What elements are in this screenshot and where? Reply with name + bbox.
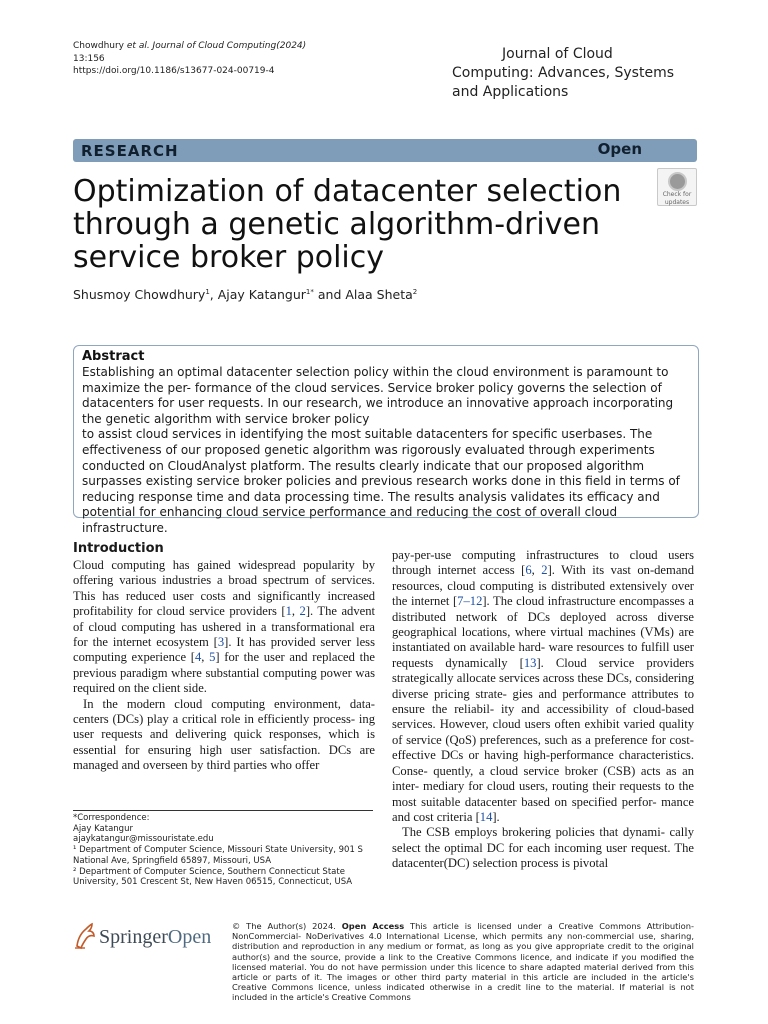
- author-name[interactable]: Ajay Katangur: [217, 287, 306, 302]
- reference-link[interactable]: 14: [479, 809, 493, 824]
- body-text: ]. The advent of cloud computing has ushered in a transformational era for the internet ecosystem [: [73, 604, 376, 650]
- body-text: ]. With its vast on-demand resources, cloud computing is distributed extensively over the internet [: [392, 563, 694, 609]
- springer-open-logo[interactable]: [73, 922, 223, 952]
- author-name[interactable]: Alaa Sheta: [345, 287, 413, 302]
- open-word: Open: [167, 926, 212, 948]
- body-text: ]. It has provided server less computing experience [: [73, 635, 375, 665]
- abstract-heading: Abstract: [82, 349, 145, 364]
- check-updates-line2: updates: [664, 198, 690, 206]
- reference-link[interactable]: 6: [525, 563, 532, 578]
- author-affiliation: 1*: [305, 287, 314, 296]
- intro-paragraph-4: The CSB employs brokering policies that dynami- cally select the optimal DC for each incoming user request. The datacenter(DC) selection process is pivotal: [392, 825, 694, 871]
- citation-year: (2024): [276, 41, 307, 51]
- affiliation-2: ² Department of Computer Science, Southern Connecticut State University, 501 Crescent St, New Haven 06515, Connecticut, USA: [73, 866, 353, 888]
- reference-link[interactable]: 2: [299, 604, 306, 619]
- check-for-updates-badge[interactable]: [657, 168, 697, 206]
- article-type-banner: [73, 139, 697, 162]
- intro-paragraph-3: [392, 548, 694, 825]
- author-affiliation: 1: [205, 287, 210, 296]
- citation-block: [73, 40, 306, 78]
- body-text: Cloud computing has gained widespread popularity by offering various industries a broad spectrum of services. This has reduced user costs and significantly increased profitability for cloud service providers [: [73, 558, 375, 619]
- journal-name-line1: Journal of Cloud: [502, 46, 613, 62]
- citation-journal: et al. Journal of Cloud Computing: [126, 41, 277, 51]
- author-list: [73, 287, 417, 302]
- article-title: Optimization of datacenter selection through a genetic algorithm-driven service broker policy: [73, 174, 622, 275]
- doi-link[interactable]: https://doi.org/10.1186/s13677-024-00719-4: [73, 66, 275, 76]
- section-heading-introduction: Introduction: [73, 541, 164, 556]
- reference-link[interactable]: 4: [194, 650, 202, 665]
- article-type-label: RESEARCH: [81, 142, 179, 160]
- citation-authors: Chowdhury: [73, 41, 125, 51]
- correspondence-email[interactable]: ajaykatangur@missouristate.edu: [73, 834, 214, 845]
- open-access-label: Open: [597, 140, 642, 158]
- reference-link[interactable]: 5: [209, 650, 216, 665]
- intro-paragraph-2: In the modern cloud computing environment, data- centers (DCs) play a critical role in efficiently process- ing user requests and delivering quick responses, which is essential for ensuring high user satisfaction. DCs are managed and overseen by third parties who offer: [73, 696, 375, 773]
- body-text: pay-per-use computing infrastructures to cloud users through internet access [: [392, 548, 694, 578]
- body-text: ].: [492, 809, 500, 824]
- affiliation-1: ¹ Department of Computer Science, Missouri State University, 901 S National Ave, Springfield 65897, Missouri, USA: [73, 845, 363, 866]
- correspondence-label: *Correspondence:: [73, 813, 150, 823]
- reference-link[interactable]: 1: [285, 604, 292, 619]
- reference-link[interactable]: 2: [541, 563, 548, 578]
- body-text: ,: [291, 604, 300, 619]
- abstract-paragraph-2: to assist cloud services in identifying the most suitable datacenters for specific userbases. The effectiveness of our proposed genetic algorithm was rigorously evaluated through experiments conducted on CloudAnalyst platform. The results clearly indicate that our proposed algorithm surpasses existing service broker policies and previous research works done in this field in terms of reducing response time and data processing time. The results analysis validates its efficacy and potential for enhancing cloud service performance and reducing the cost of overall cloud infrastructure.: [82, 427, 680, 535]
- body-text: ]. The cloud infrastructure encompasses a distributed network of DCs deployed across diverse geographical locations, where virtual machines (VMs) are instantiated on available hard- ware resources to fulfill user requests dynamically [: [392, 594, 694, 670]
- springer-horse-icon: [73, 922, 97, 950]
- body-text: ,: [201, 650, 210, 665]
- journal-name-line3: and Applications: [452, 84, 569, 100]
- intro-paragraph-1: [73, 558, 375, 697]
- author-separator: ,: [209, 287, 218, 302]
- license-copyright: © The Author(s) 2024.: [232, 921, 342, 931]
- citation-line: [73, 40, 306, 53]
- body-column-right: [392, 548, 694, 872]
- author-affiliation: 2: [412, 287, 418, 296]
- reference-link[interactable]: 3: [217, 635, 225, 650]
- license-text: This article is licensed under a Creative Commons Attribution-NonCommercial- NoDerivatives 4.0 International License, which permits any non-commercial use, sharing, distribution and reproduction in any medium or format, as long as you give appropriate credit to the original author(s) and the source, provide a link to the Creative Commons licence, and indicate if you modified the licensed material. You do not have permission under this licence to share adapted material derived from this article or parts of it. The images or other third party material in this article are included in the article's Creative Commons licence, unless indicated otherwise in a credit line to the material. If material is not included in the article's Creative Commons: [232, 921, 694, 1003]
- license-statement: [232, 921, 694, 1003]
- correspondence-name: Ajay Katangur: [73, 823, 133, 834]
- check-updates-icon: [668, 172, 687, 191]
- springer-open-wordmark: [99, 926, 211, 949]
- journal-name: [452, 45, 692, 102]
- footnote-divider: [73, 810, 373, 811]
- springer-word: Springer: [99, 926, 168, 948]
- body-text: ,: [531, 563, 542, 578]
- abstract-paragraph-1: Establishing an optimal datacenter selection policy within the cloud environment is paramount to maximize the per- formance of the cloud services. Service broker policy governs the selection of datacenters for user requests. In our research, we introduce an innovative approach incorporating the genetic algorithm with service broker policy: [82, 365, 674, 426]
- journal-name-line2: Computing: Advances, Systems: [452, 65, 675, 81]
- author-separator: and: [313, 287, 346, 302]
- abstract-box: [73, 345, 699, 535]
- body-text: ] for the user and replaced the previous paradigm where substantial computing power was required on the client side.: [73, 650, 376, 696]
- footnotes: [73, 813, 373, 888]
- reference-link[interactable]: 7–12: [457, 594, 483, 609]
- reference-link[interactable]: 13: [523, 655, 537, 670]
- license-open-access: Open Access: [341, 921, 405, 931]
- citation-volume: 13:156: [73, 53, 105, 64]
- author-name[interactable]: Shusmoy Chowdhury: [73, 287, 206, 302]
- body-column-left: [73, 540, 375, 774]
- check-updates-line1: Check for: [662, 191, 692, 198]
- body-text: ]. Cloud service providers strategically allocate services across these DCs, considering diverse pricing strate- gies and performance attributes to ensure the reliabil- ity and accessibility of cloud-based services. However, cloud users often exhibit varied quality of service (QoS) preferences, such as a preference for cost-effective DCs or having high-performance characteristics. Conse- quently, a cloud service broker (CSB) acts as an inter- mediary for cloud users, routing their requests to the most suitable datacenter based on specified perfor- mance and cost criteria [: [392, 655, 694, 824]
